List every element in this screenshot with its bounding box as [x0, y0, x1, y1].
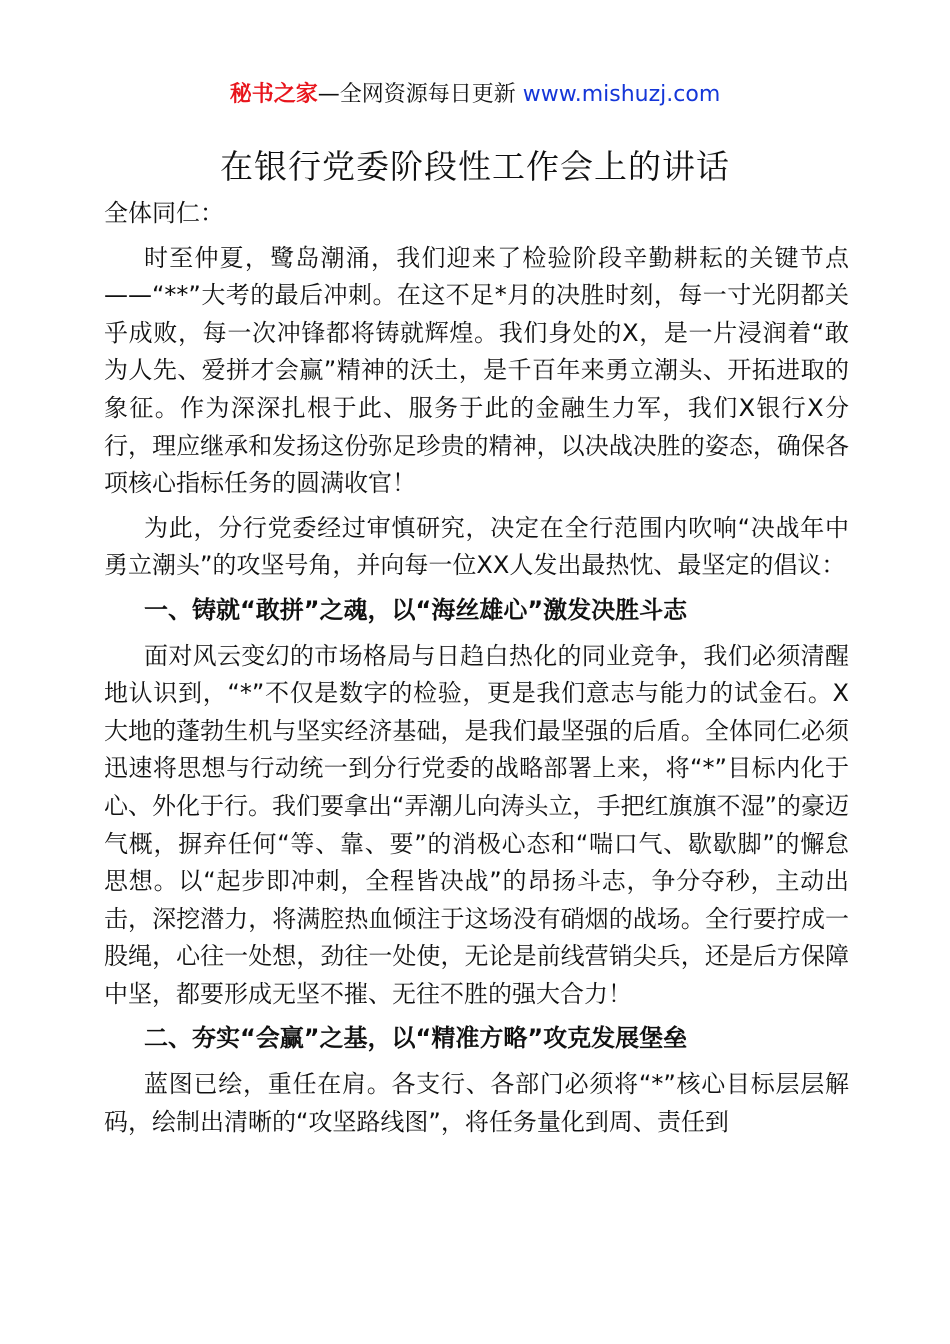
- document-body: [104, 195, 849, 1148]
- site-tagline: —全网资源每日更新: [317, 82, 516, 107]
- site-header: [0, 78, 950, 112]
- brand-name: 秘书之家: [229, 82, 318, 107]
- section-paragraph-1: 面对风云变幻的市场格局与日趋白热化的同业竞争，我们必须清醒地认识到，“*”不仅是数字的检验，更是我们意志与能力的试金石。X大地的蓬勃生机与坚实经济基础，是我们最坚强的后盾。全体同仁必须迅速将思想与行动统一到分行党委的战略部署上来，将“*”目标内化于心、外化于行。我们要拿出“弄潮儿向涛头立，手把红旗旗不湿”的豪迈气概，摒弃任何“等、靠、要”的消极心态和“喘口气、歇歇脚”的懈怠思想。以“起步即冲刺，全程皆决战”的昂扬斗志，争分夺秒，主动出击，深挖潜力，将满腔热血倾注于这场没有硝烟的战场。全行要拧成一股绳，心往一处想，劲往一处使，无论是前线营销尖兵，还是后方保障中坚，都要形成无坚不摧、无往不胜的强大合力！: [104, 641, 849, 1008]
- section-heading-2: 二、夯实“会赢”之基，以“精准方略”攻克发展堡垒: [144, 1024, 688, 1053]
- site-url[interactable]: www.mishuzj.com: [522, 82, 721, 107]
- paragraph-initiative: 为此，分行党委经过审慎研究，决定在全行范围内吹响“决战年中勇立潮头”的攻坚号角，并向每一位XX人发出最热忱、最坚定的倡议：: [104, 513, 849, 580]
- document-title: 在银行党委阶段性工作会上的讲话: [220, 147, 730, 186]
- greeting: 全体同仁：: [104, 199, 224, 227]
- section-heading-1: 一、铸就“敢拼”之魂，以“海丝雄心”激发决胜斗志: [144, 595, 688, 624]
- section-paragraph-2: 蓝图已绘，重任在肩。各支行、各部门必须将“*”核心目标层层解码，绘制出清晰的“攻坚路线图”，将任务量化到周、责任到: [104, 1070, 849, 1136]
- paragraph-intro: 时至仲夏，鹭岛潮涌，我们迎来了检验阶段辛勤耕耘的关键节点——“**”大考的最后冲刺。在这不足*月的决胜时刻，每一寸光阴都关乎成败，每一次冲锋都将铸就辉煌。我们身处的X，是一片浸润着“敢为人先、爱拼才会赢”精神的沃土，是千百年来勇立潮头、开拓进取的象征。作为深深扎根于此、服务于此的金融生力军，我们X银行X分行，理应继承和发扬这份弥足珍贵的精神，以决战决胜的姿态，确保各项核心指标任务的圆满收官！: [104, 243, 849, 498]
